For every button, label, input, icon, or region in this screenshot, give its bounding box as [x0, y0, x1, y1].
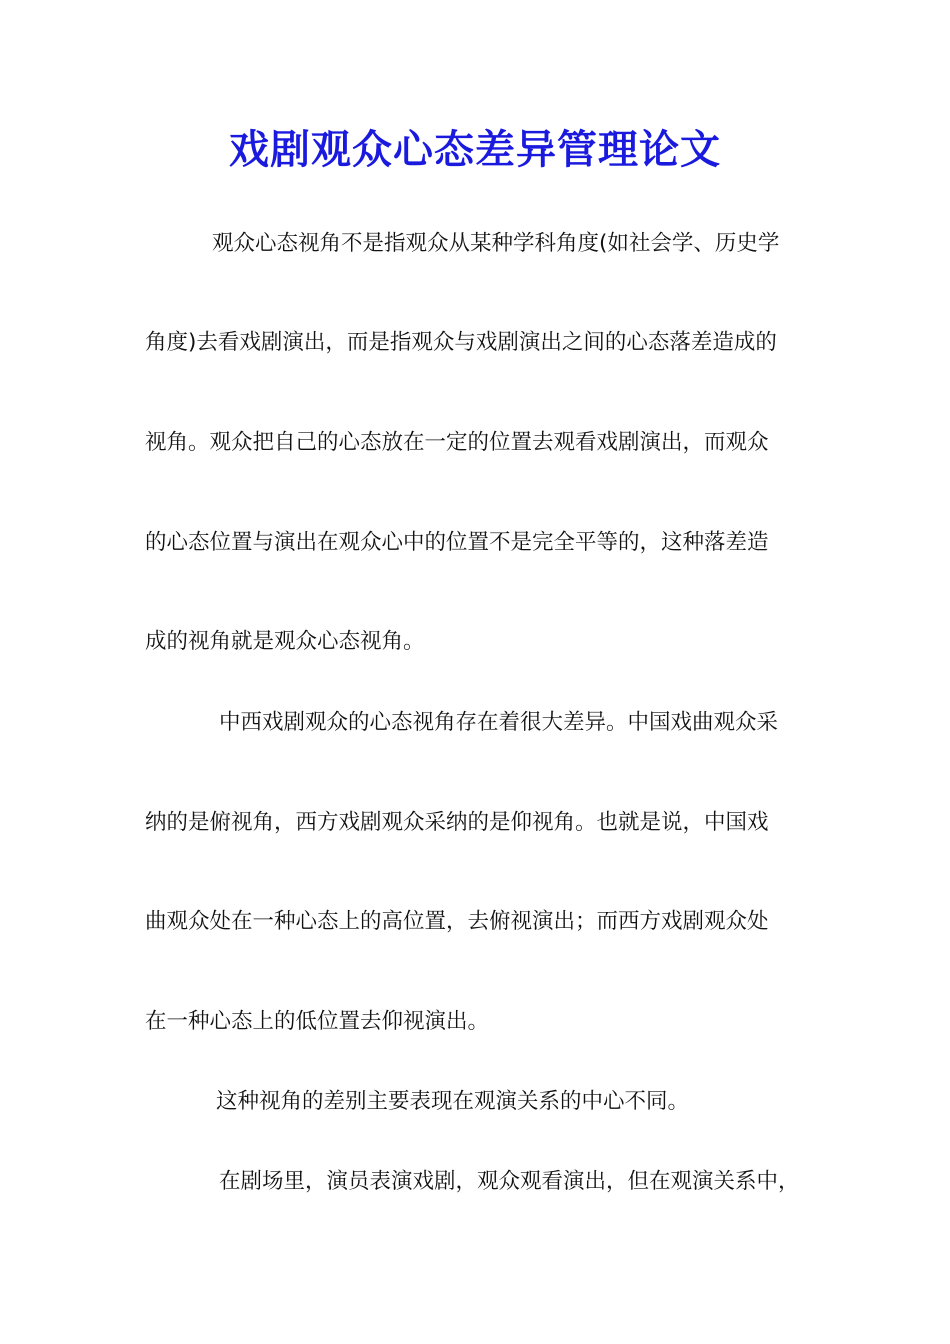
document-title: 戏剧观众心态差异管理论文 — [229, 126, 721, 173]
paragraph-2-line-1: 中西戏剧观众的心态视角存在着很大差异。中国戏曲观众采 — [219, 710, 779, 735]
paragraph-4-line-1: 在剧场里，演员表演戏剧，观众观看演出，但在观演关系中， — [219, 1169, 800, 1194]
paragraph-2-line-3: 曲观众处在一种心态上的高位置，去俯视演出；而西方戏剧观众处 — [145, 909, 769, 934]
paragraph-2-line-2: 纳的是俯视角，西方戏剧观众采纳的是仰视角。也就是说，中国戏 — [145, 810, 769, 835]
paragraph-2-line-4: 在一种心态上的低位置去仰视演出。 — [145, 1009, 490, 1034]
paragraph-1-line-2: 角度)去看戏剧演出，而是指观众与戏剧演出之间的心态落差造成的 — [145, 330, 777, 355]
paragraph-1-line-1: 观众心态视角不是指观众从某种学科角度(如社会学、历史学 — [212, 231, 780, 256]
paragraph-1-line-3: 视角。观众把自己的心态放在一定的位置去观看戏剧演出，而观众 — [145, 430, 769, 455]
paragraph-1-line-4: 的心态位置与演出在观众心中的位置不是完全平等的，这种落差造 — [145, 530, 769, 555]
paragraph-1-line-5: 成的视角就是观众心态视角。 — [145, 629, 425, 654]
paragraph-3-line-1: 这种视角的差别主要表现在观演关系的中心不同。 — [216, 1089, 690, 1114]
